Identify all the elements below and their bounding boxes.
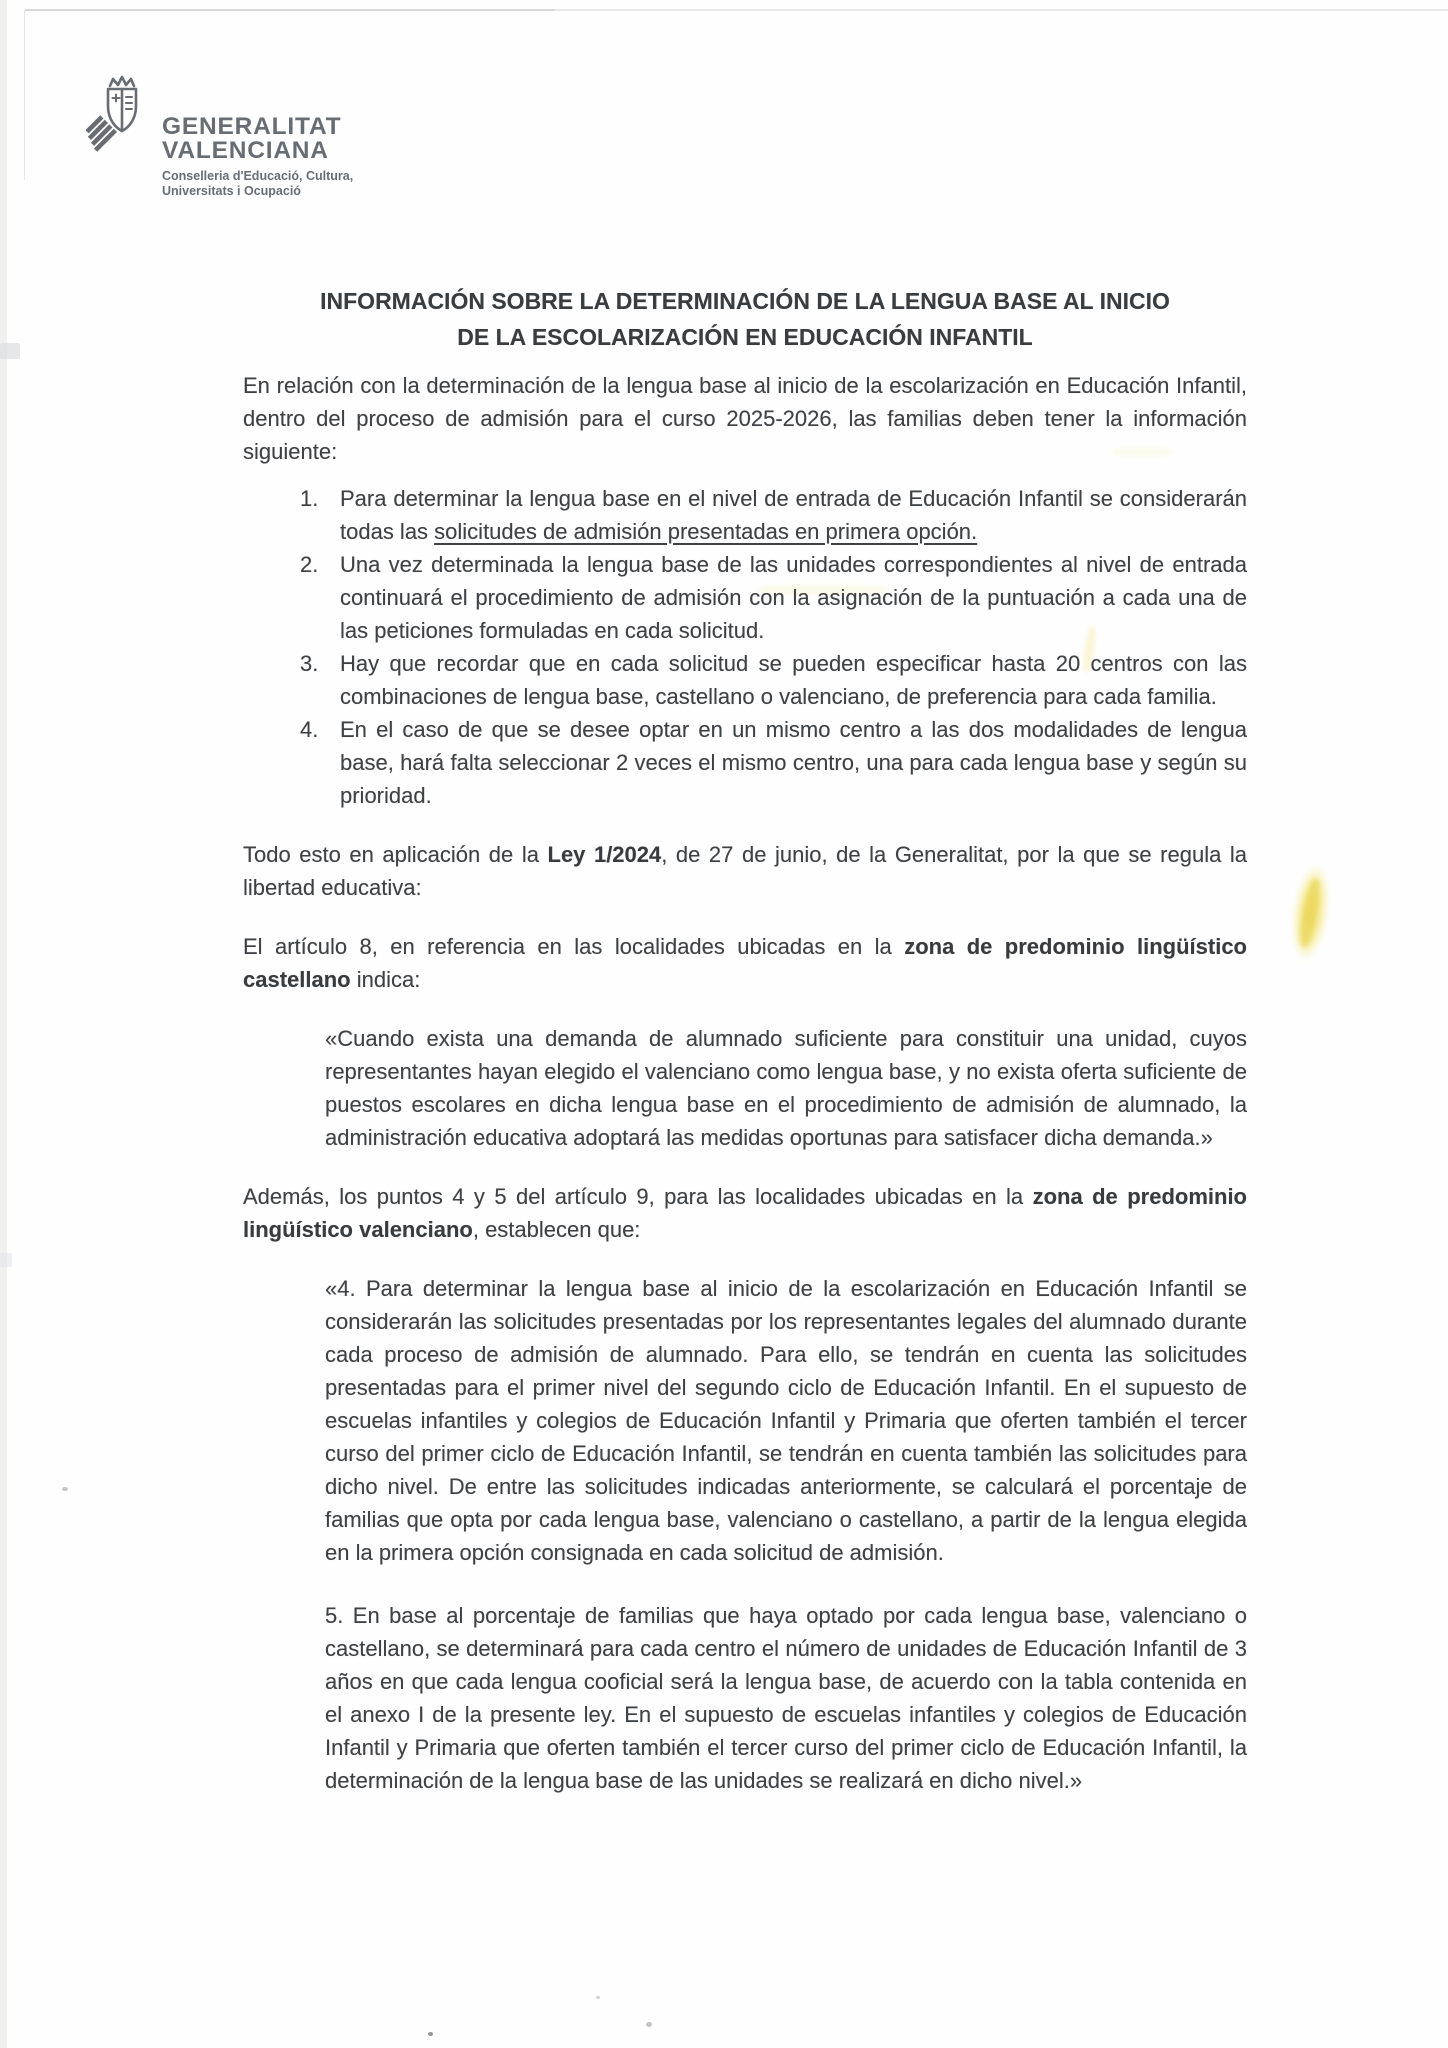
- article9-quote-point4: «4. Para determinar la lengua base al inicio de la escolarización en Educación Infantil se considerarán las solicitudes presentadas por los representantes legales del alumnado durante cada proceso de admisión de alumnado. Para ello, se tendrán en cuenta las solicitudes presentadas para el primer nivel del segundo ciclo de Educación Infantil. En el supuesto de escuelas infantiles y colegios de Educación Infantil y Primaria que oferten también el tercer curso del primer ciclo de Educación Infantil, se tendrán en cuenta también las solicitudes para dicho nivel. De entre las solicitudes indicadas anteriormente, se calculará el porcentaje de familias que opta por cada lengua base, valenciano o castellano, a partir de la lengua elegida en la primera opción consignada en cada solicitud de admisión.: [325, 1276, 1247, 1565]
- numbered-list: [243, 482, 1247, 812]
- list-item-text: Hay que recordar que en cada solicitud se pueden especificar hasta 20 centros con las combinaciones de lengua base, castellano o valenciano, de preferencia para cada familia.: [340, 651, 1247, 709]
- list-item-text-underlined: solicitudes de admisión presentadas en primera opción.: [434, 519, 978, 544]
- scan-mark-artifact: [0, 1253, 12, 1267]
- article8-pre-text: El artículo 8, en referencia en las localidades ubicadas en la: [243, 934, 905, 959]
- coat-of-arms-icon: [86, 70, 158, 171]
- list-item-number: 4.: [300, 717, 319, 742]
- list-item: [243, 713, 1247, 812]
- law-reference-paragraph: [243, 838, 1247, 904]
- scan-line-artifact: [555, 9, 1448, 11]
- list-item-text: En el caso de que se desee optar en un mismo centro a las dos modalidades de lengua base, hará falta seleccionar 2 veces el mismo centro, una para cada lengua base y según su prioridad.: [340, 717, 1247, 808]
- scan-mark-artifact: [0, 343, 20, 359]
- list-item-text-plain: Para determinar la lengua base en el nivel de entrada de Educación Infantil se considerarán todas las: [340, 486, 1247, 544]
- logo-org-line1: GENERALITAT: [162, 113, 342, 140]
- list-item-number: 2.: [300, 552, 319, 577]
- generalitat-valenciana-logo: [86, 70, 506, 200]
- scan-speck-artifact: [646, 2022, 652, 2027]
- article9-quote-point5: 5. En base al porcentaje de familias que haya optado por cada lengua base, valenciano o castellano, se determinará para cada centro el número de unidades de Educación Infantil de 3 años en que cada lengua cooficial será la lengua base, de acuerdo con la tabla contenida en el anexo I de la presente ley. En el supuesto de escuelas infantiles y colegios de Educación Infantil y Primaria que oferten también el tercer curso del primer ciclo de Educación Infantil, la determinación de la lengua base de las unidades se realizará en dicho nivel.»: [325, 1603, 1247, 1793]
- law-bold-ref: Ley 1/2024: [547, 842, 662, 867]
- law-post-text: , de 27 de junio, de la Generalitat, por la que se regula la libertad educativa:: [243, 842, 1247, 900]
- document-title: [243, 283, 1247, 355]
- article9-paragraph: [243, 1180, 1247, 1246]
- scan-line-artifact: [25, 9, 555, 11]
- logo-org-line2: VALENCIANA: [162, 137, 329, 164]
- article8-quote: «Cuando exista una demanda de alumnado suficiente para constituir una unidad, cuyos representantes hayan elegido el valenciano como lengua base, y no exista oferta suficiente de puestos escolares en dicha lengua base en el procedimiento de admisión de alumnado, la administración educativa adoptará las medidas oportunas para satisfacer dicha demanda.»: [325, 1026, 1247, 1150]
- article8-post-text: indica:: [350, 967, 421, 992]
- scan-line-artifact: [24, 10, 25, 180]
- intro-paragraph: En relación con la determinación de la lengua base al inicio de la escolarización en Educación Infantil, dentro del proceso de admisión para el curso 2025-2026, las familias deben tener la información siguiente:: [243, 373, 1247, 464]
- list-item: [243, 647, 1247, 713]
- scan-edge-artifact: [0, 0, 7, 2048]
- list-item-text: [340, 482, 1247, 548]
- logo-dept-line1: Conselleria d'Educació, Cultura,: [162, 169, 354, 183]
- list-item: [243, 482, 1247, 548]
- law-pre-text: Todo esto en aplicación de la: [243, 842, 548, 867]
- scan-speck-artifact: [596, 1996, 600, 1999]
- article8-paragraph: [243, 930, 1247, 996]
- document-title-line1: INFORMACIÓN SOBRE LA DETERMINACIÓN DE LA LENGUA BASE AL INICIO: [320, 288, 1170, 314]
- logo-department: [162, 169, 492, 199]
- document-title-line2: DE LA ESCOLARIZACIÓN EN EDUCACIÓN INFANTIL: [457, 324, 1033, 350]
- list-item-number: 3.: [300, 651, 319, 676]
- list-item-text: Una vez determinada la lengua base de las unidades correspondientes al nivel de entrada continuará el procedimiento de admisión con la asignación de la puntuación a cada una de las peticiones formuladas en cada solicitud.: [340, 552, 1247, 643]
- logo-dept-line2: Universitats i Ocupació: [162, 184, 301, 198]
- article8-bold-zone: zona de predominio lingüístico castellano: [243, 934, 1247, 992]
- logo-text-block: [162, 115, 492, 199]
- article9-pre-text: Además, los puntos 4 y 5 del artículo 9, para las localidades ubicadas en la: [243, 1184, 1033, 1209]
- document-body: [243, 283, 1247, 1797]
- scan-speck-artifact: [62, 1487, 68, 1491]
- scan-speck-artifact: [428, 2032, 433, 2036]
- article9-post-text: , establecen que:: [472, 1217, 641, 1242]
- list-item: [243, 548, 1247, 647]
- list-item-number: 1.: [300, 486, 319, 511]
- article9-bold-zone: zona de predominio lingüístico valenciano: [243, 1184, 1247, 1242]
